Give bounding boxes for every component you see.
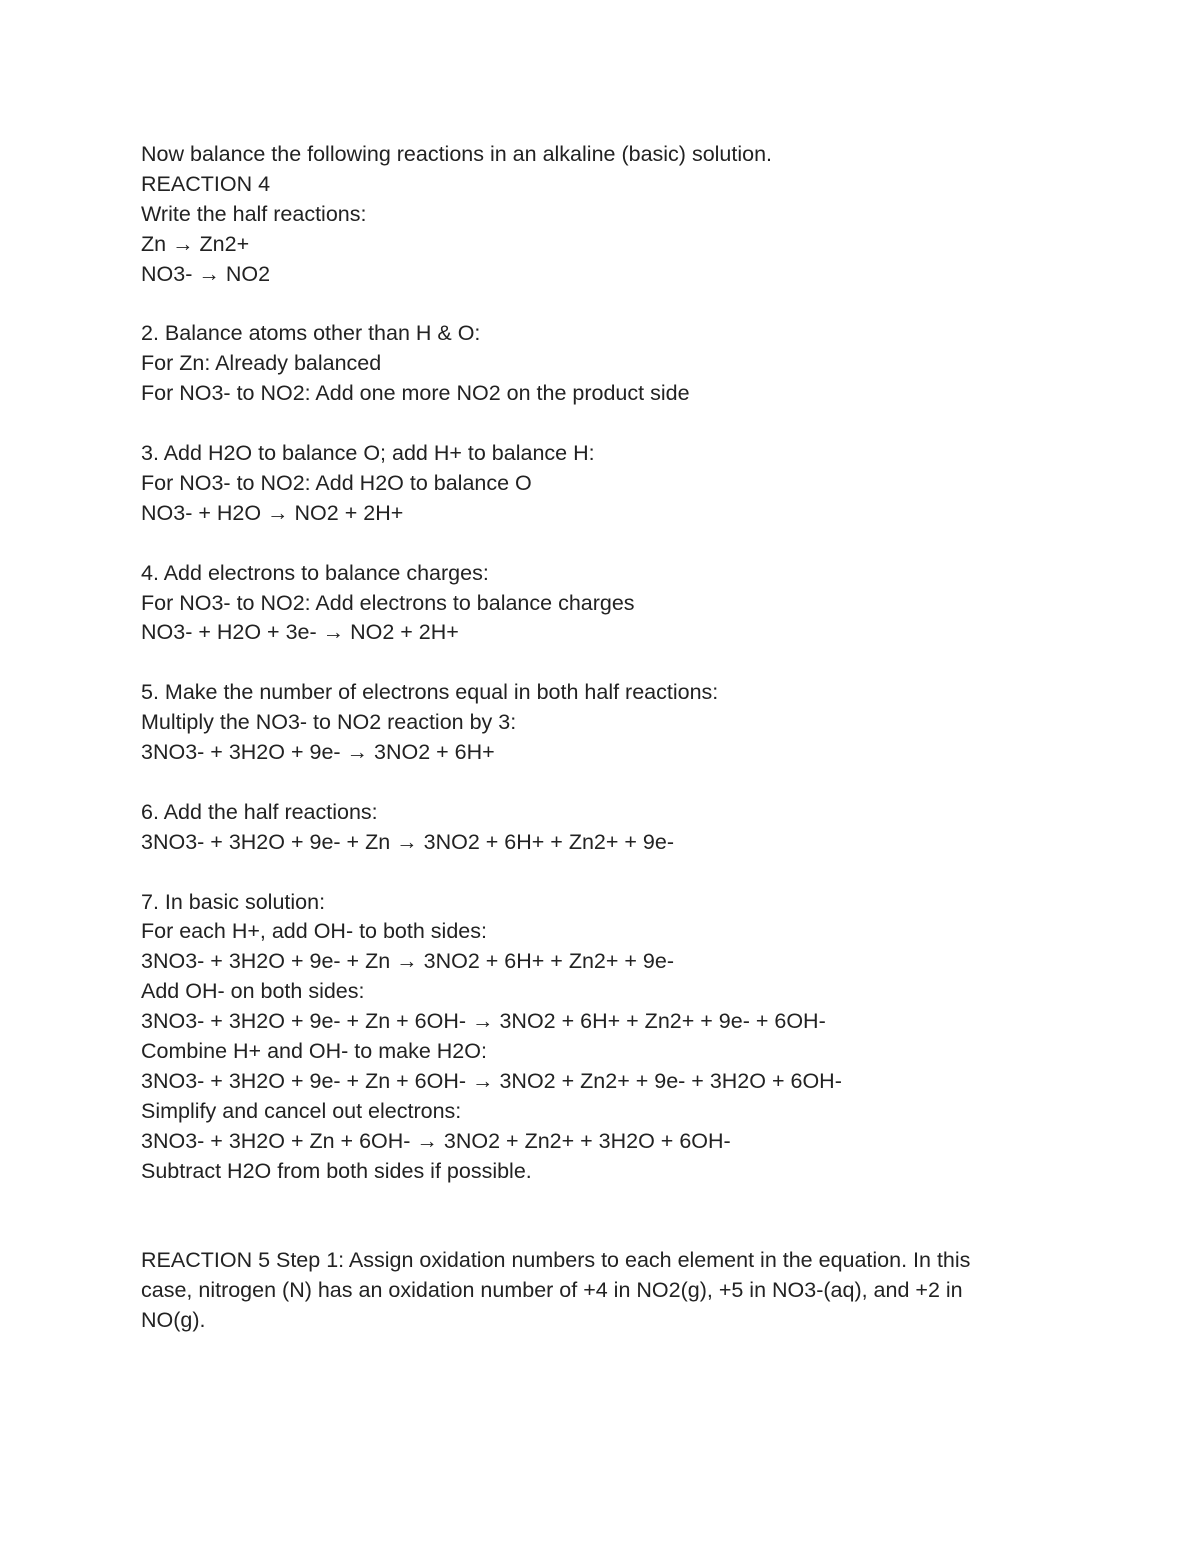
step-4-equation: NO3- + H2O + 3e- → NO2 + 2H+	[141, 620, 459, 645]
step-6-equation: 3NO3- + 3H2O + 9e- + Zn → 3NO2 + 6H+ + Zn2+ + 9e-	[141, 829, 674, 854]
step-1-label: Write the half reactions:	[141, 201, 367, 226]
step-7-equation: 3NO3- + 3H2O + 9e- + Zn + 6OH- → 3NO2 + 6H+ + Zn2+ + 9e- + 6OH-	[141, 1009, 826, 1034]
half-reaction-no3: NO3- → NO2	[141, 261, 271, 286]
step-7-equation: 3NO3- + 3H2O + Zn + 6OH- → 3NO2 + Zn2+ + 3H2O + 6OH-	[141, 1128, 731, 1153]
step-2-line: For NO3- to NO2: Add one more NO2 on the product side	[141, 381, 690, 406]
reaction-5-paragraph: REACTION 5 Step 1: Assign oxidation numbers to each element in the equation. In this case, nitrogen (N) has an oxidation number of +4 in NO2(g), +5 in NO3-(aq), and +2 in NO(g).	[141, 1248, 971, 1333]
step-7-line: Subtract H2O from both sides if possible.	[141, 1158, 532, 1183]
step-7-equation: 3NO3- + 3H2O + 9e- + Zn + 6OH- → 3NO2 + Zn2+ + 9e- + 3H2O + 6OH-	[141, 1069, 842, 1093]
spacer	[141, 529, 1041, 559]
reaction-4-title: REACTION 4	[141, 171, 271, 196]
spacer	[141, 768, 1041, 798]
step-7-line: For each H+, add OH- to both sides:	[141, 919, 487, 944]
spacer	[141, 858, 1041, 888]
step-6-heading: 6. Add the half reactions:	[141, 799, 378, 824]
step-7-equation: 3NO3- + 3H2O + 9e- + Zn → 3NO2 + 6H+ + Zn2+ + 9e-	[141, 949, 674, 974]
step-5-equation: 3NO3- + 3H2O + 9e- → 3NO2 + 6H+	[141, 740, 495, 765]
half-reaction-zn: Zn → Zn2+	[141, 231, 250, 256]
spacer	[141, 1187, 1041, 1247]
intro-text: Now balance the following reactions in an alkaline (basic) solution.	[141, 142, 773, 166]
spacer	[141, 290, 1041, 320]
spacer	[141, 409, 1041, 439]
step-7-line: Simplify and cancel out electrons:	[141, 1098, 462, 1123]
step-7-heading: 7. In basic solution:	[141, 889, 326, 914]
spacer	[141, 648, 1041, 678]
step-2-line: For Zn: Already balanced	[141, 351, 382, 376]
step-7-line: Combine H+ and OH- to make H2O:	[141, 1039, 487, 1064]
step-3-heading: 3. Add H2O to balance O; add H+ to balance H:	[141, 441, 595, 466]
step-3-equation: NO3- + H2O → NO2 + 2H+	[141, 500, 404, 525]
step-7-line: Add OH- on both sides:	[141, 979, 365, 1004]
step-3-line: For NO3- to NO2: Add H2O to balance O	[141, 470, 532, 495]
step-5-line: Multiply the NO3- to NO2 reaction by 3:	[141, 710, 517, 735]
step-5-heading: 5. Make the number of electrons equal in both half reactions:	[141, 680, 719, 705]
document-body	[141, 140, 1041, 1336]
step-4-heading: 4. Add electrons to balance charges:	[141, 560, 489, 585]
step-4-line: For NO3- to NO2: Add electrons to balance charges	[141, 590, 635, 615]
step-2-heading: 2. Balance atoms other than H & O:	[141, 321, 481, 346]
